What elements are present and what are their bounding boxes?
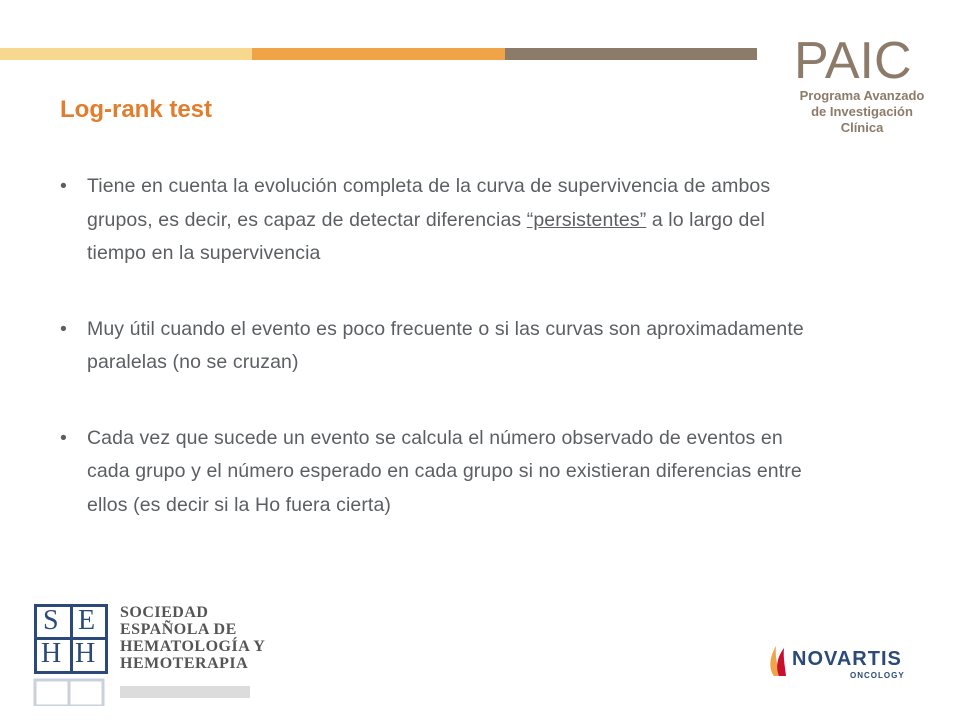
bullet-item (60, 422, 820, 523)
novartis-logo (766, 640, 916, 684)
novartis-subtitle: ONCOLOGY (850, 671, 905, 680)
bullet-item (60, 313, 820, 380)
bullet-dot: • (60, 175, 67, 197)
paic-wordmark (792, 30, 932, 86)
novartis-wordmark: NOVARTIS (792, 648, 902, 670)
novartis-flame-icon (766, 640, 790, 680)
sehh-logo (30, 596, 270, 706)
bullet-text: a lo largo del tiempo en la supervivencia (87, 208, 765, 264)
paic-subtitle (792, 88, 932, 136)
slide-title: Log-rank test (60, 96, 213, 123)
paic-logo (792, 30, 932, 145)
sehh-letter-grid (34, 604, 108, 674)
sehh-letter: E (78, 605, 96, 636)
sehh-reflection (30, 678, 270, 706)
sehh-letter: H (75, 638, 96, 669)
bullet-list (60, 170, 820, 564)
sehh-grid-line (70, 607, 73, 671)
sehh-name-line: HEMATOLOGÍA Y (120, 638, 266, 655)
bullet-dot: • (60, 317, 67, 340)
bullet-text-underlined: “persistentes” (526, 208, 647, 231)
bullet-text: Muy útil cuando el evento es poco frecuente o si las curvas son aproximadamente paralelas (no se cruzan) (87, 317, 804, 373)
top-bar-brown (505, 48, 757, 60)
paic-subtitle-line: de Investigación (811, 104, 913, 119)
sehh-letter: S (43, 605, 59, 636)
sehh-name-line: HEMOTERAPIA (120, 655, 249, 672)
paic-subtitle-line: Clínica (840, 120, 884, 135)
sehh-name (120, 604, 265, 672)
top-bar-orange (252, 48, 505, 60)
paic-subtitle-line: Programa Avanzado (799, 88, 925, 103)
sehh-name-line: SOCIEDAD (120, 604, 209, 621)
bullet-item (60, 170, 820, 271)
bullet-text: Tiene en cuenta la evolución completa de la curva de supervivencia de ambos grupos, es decir, es capaz de detectar diferencias (87, 175, 771, 231)
bullet-text: Cada vez que sucede un evento se calcula el número observado de eventos en cada grupo y el número esperado en cada grupo si no existieran diferencias entre ellos (es decir si la Ho fuera cierta) (87, 426, 802, 516)
top-bar-light (0, 48, 252, 60)
paic-wordmark-text: PAIC (794, 32, 912, 86)
sehh-name-line: ESPAÑOLA DE (120, 621, 237, 638)
sehh-letter: H (41, 638, 62, 669)
bullet-dot: • (60, 426, 67, 449)
